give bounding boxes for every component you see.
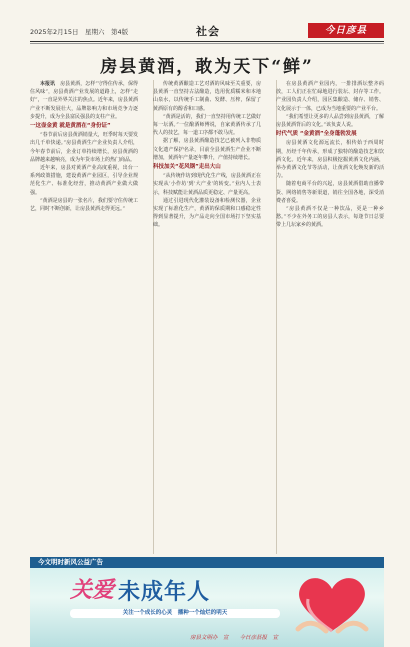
header-rule-thin [30, 43, 384, 44]
paragraph: “我们希望让更多的人品尝到房县黄酒，了解房县黄酒背后的文化。”该负责人说。 [276, 113, 384, 129]
paragraph: “黄酒是房县的一张名片，我们要守住传统工艺，同时不断创新，让房县黄酒走得更远。” [30, 197, 138, 213]
paragraph: 传统黄酒酿造工艺对酒的风味至关重要，房县黄酒一直坚持古法酿造，选用优质糯米和本地山泉水，以传统手工制曲、发酵、压榨，保留了黄酒原有的醇香和口感。 [153, 81, 261, 112]
issue-date: 2025年2月15日 星期六 第4版 [30, 28, 129, 36]
ad-title-main: 未成年人 [118, 579, 211, 605]
article-column-2 [153, 80, 261, 554]
paragraph: 房县黄酒，怎样“守得住传承，保得住风味”，房县黄酒产业发展的道路上，怎样“走好”，一直是外界关注的焦点。近年来，房县黄酒产业不断发展壮大，品牌影响力和市场竞争力逐步提升，成为全县富民强县的支柱产业。 [30, 81, 138, 120]
heart-hands-icon [292, 571, 372, 637]
paragraph: 近年来，房县对黄酒产业高度重视，出台一系列政策措施，建设黄酒产业园区，引导企业规范化生产、标准化经营，推动黄酒产业做大做强。 [30, 165, 138, 196]
article-column-3 [276, 80, 384, 554]
paragraph: “房县黄酒不仅是一种饮品，更是一种乡愁。”不少在外务工的房县人表示，每逢节日总要带上几坛家乡的黄酒。 [276, 206, 384, 229]
paragraph: “春节前后房县黄酒销量大，旺季时每天要发出几千单快递。”房县黄酒生产企业负责人介绍，今年春节前后，企业订单持续增长，房县黄酒的品牌越来越响亮，成为年货市场上的热门商品。 [30, 132, 138, 163]
subheading: 时代气质 “金黄酒”全身蓬勃发展 [276, 131, 357, 138]
subheading: 一这壶金黄 就是黄酒在“身份证” [30, 123, 111, 130]
paragraph: 随着电商平台的兴起，房县黄酒借助直播带货、网络销售等新渠道，销往全国各地，深受消费者喜爱。 [276, 181, 384, 204]
page-header [0, 0, 410, 38]
byline: 本报讯 [40, 81, 56, 87]
ad-title-prefix: 关爱 [70, 577, 115, 603]
section-title: 社会 [196, 25, 220, 38]
ad-slogan: 关注一个成长的心灵 播种一个灿烂的明天 [70, 609, 280, 618]
paragraph: “黄酒是活的，我们一直坚持用传统工艺做好每一坛酒。”一位酿酒师傅说，自家黄酒传承了几代人的技艺，每一道工序都不敢马虎。 [153, 113, 261, 137]
article-headline: 房县黄酒，敢为天下“鲜” [100, 57, 314, 77]
newspaper-logo: 今日彦县 [308, 23, 384, 38]
header-rule [30, 41, 384, 42]
ad-signature: 房县文明办 宣 今日彦县报 宣 [190, 635, 279, 641]
paragraph: 房县黄酒文化源远流长，相传始于西周时期，历经千年传承，形成了独特的酿造技艺和饮酒文化。近年来，房县积极挖掘黄酒文化内涵，举办黄酒文化节等活动，让黄酒文化焕发新的活力。 [276, 140, 384, 180]
article-column-1 [30, 80, 138, 554]
paragraph: “从传统作坊到现代化生产线，房县黄酒正在实现从‘小作坊’到‘大产业’的转变。”业内人士表示，科技赋能让黄酒品质更稳定、产量更高。 [153, 173, 261, 196]
ad-header: 今文明时新风公益广告 [30, 557, 384, 568]
article-body [30, 80, 384, 554]
subheading: 科技加关“花风钢”走出大山 [153, 164, 221, 171]
paragraph: 通过引进现代化灌装设备和检测仪器，企业实现了标准化生产，黄酒的保质期和口感稳定性得到显著提升，为产品走向全国市场打下坚实基础。 [153, 197, 261, 229]
public-service-ad [30, 557, 384, 647]
paragraph: 在房县黄酒产业园内，一排排酒坛整齐码放，工人们正在忙碌地进行装坛、封存等工作。产业园负责人介绍，园区集酿造、储存、销售、文化展示于一体，已成为当地重要的产业平台。 [276, 81, 384, 112]
paragraph: 据了解，房县黄酒酿造技艺已被列入非物质文化遗产保护名录，目前全县黄酒生产企业不断增加，黄酒年产量逐年攀升，产值持续增长。 [153, 138, 261, 161]
